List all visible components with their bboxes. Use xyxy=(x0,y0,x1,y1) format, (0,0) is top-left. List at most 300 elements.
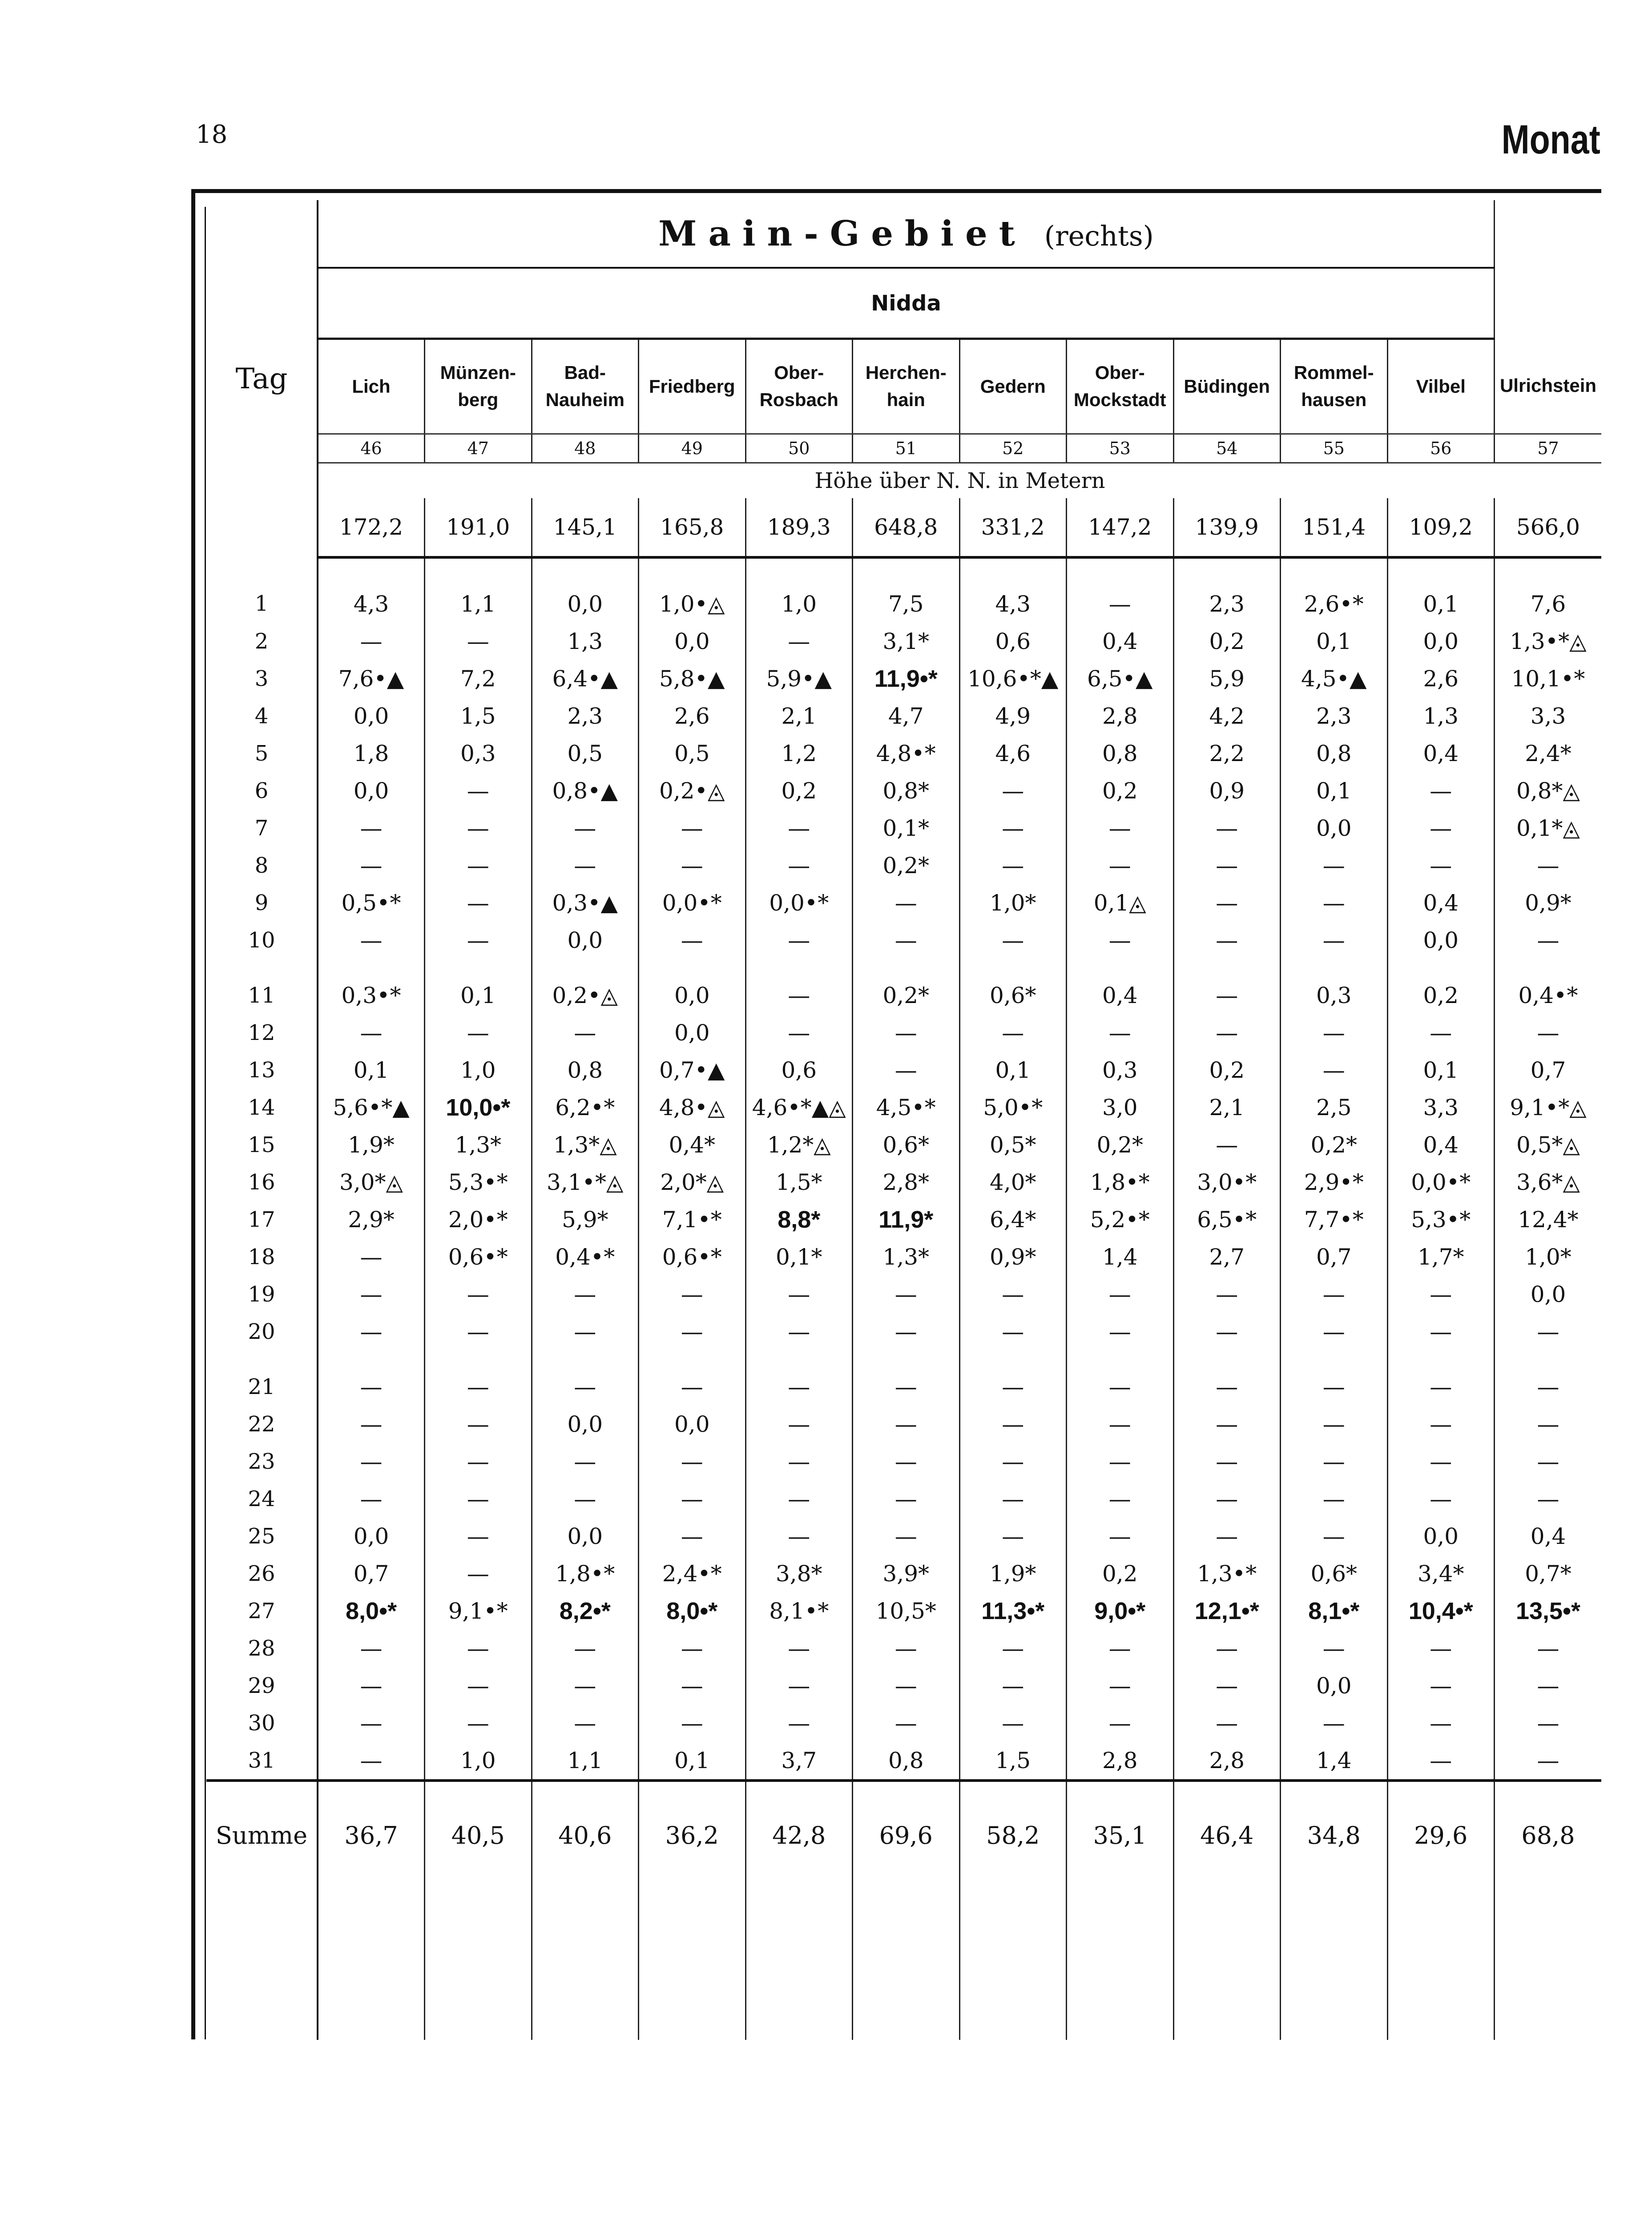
precipitation-value: 1,0 xyxy=(425,1052,532,1089)
precipitation-value: — xyxy=(532,1704,639,1742)
precipitation-value: 3,1•*◬ xyxy=(532,1164,639,1201)
precipitation-value: 0,4 xyxy=(1387,884,1495,922)
precipitation-value: 1,5 xyxy=(425,697,532,735)
tail-cell xyxy=(639,1889,746,2040)
precipitation-value: — xyxy=(1387,1313,1495,1350)
spacer-cell xyxy=(853,959,960,977)
precipitation-value: 5,9* xyxy=(532,1201,639,1238)
precipitation-value: 5,9•▲ xyxy=(745,660,853,697)
precipitation-value: 0,7 xyxy=(1495,1052,1602,1089)
precipitation-value: 0,8 xyxy=(1281,735,1388,772)
spacer-cell xyxy=(1495,1350,1602,1368)
precipitation-value: 4,6 xyxy=(959,735,1067,772)
precipitation-value: — xyxy=(639,1313,746,1350)
station-altitude: 165,8 xyxy=(639,498,746,557)
precipitation-value: — xyxy=(639,1667,746,1704)
precipitation-value: 4,3 xyxy=(959,557,1067,623)
precipitation-value: — xyxy=(360,629,383,654)
precipitation-value: — xyxy=(959,1518,1067,1555)
precipitation-value: — xyxy=(1173,1630,1281,1667)
day-number: 16 xyxy=(206,1164,318,1201)
table-row xyxy=(206,1667,1601,1704)
station-name-line1: Ulrichstein xyxy=(1499,375,1597,396)
precipitation-value: 0,1◬ xyxy=(1067,884,1174,922)
top-rule xyxy=(191,189,1601,193)
precipitation-value: — xyxy=(425,1555,532,1592)
precipitation-value: 0,5•* xyxy=(341,890,401,916)
precipitation-value: 0,5* xyxy=(959,1126,1067,1164)
precipitation-value: — xyxy=(745,977,853,1014)
day-number: 19 xyxy=(206,1276,318,1313)
precipitation-value: — xyxy=(639,1630,746,1667)
precipitation-value: 1,0•◬ xyxy=(639,557,746,623)
precipitation-value: 5,6•*▲ xyxy=(333,1095,410,1120)
precipitation-value: 0,0 xyxy=(639,623,746,660)
precipitation-value: — xyxy=(1067,1630,1174,1667)
precipitation-value: 0,0 xyxy=(532,922,639,959)
station-number: 52 xyxy=(959,434,1067,463)
precipitation-value: 0,4•* xyxy=(1495,977,1602,1014)
precipitation-value: — xyxy=(1173,884,1281,922)
precipitation-value: 3,6*◬ xyxy=(1495,1164,1602,1201)
precipitation-value: — xyxy=(959,1667,1067,1704)
precipitation-value: 1,0 xyxy=(745,557,853,623)
precipitation-value: — xyxy=(1495,1443,1602,1480)
precipitation-value: 0,6•* xyxy=(425,1238,532,1276)
precipitation-value: 2,2 xyxy=(1173,735,1281,772)
tail-cell xyxy=(1173,1889,1281,2040)
precipitation-value: 0,4 xyxy=(1387,735,1495,772)
precipitation-value: — xyxy=(1067,1406,1174,1443)
precipitation-value: — xyxy=(745,1276,853,1313)
precipitation-value: 2,3 xyxy=(1173,557,1281,623)
precipitation-value: 0,6* xyxy=(959,977,1067,1014)
precipitation-value: 2,6 xyxy=(639,697,746,735)
precipitation-value: 4,8•* xyxy=(853,735,960,772)
table-row xyxy=(206,1276,1601,1313)
precipitation-value: — xyxy=(1495,1480,1602,1518)
day-number: 23 xyxy=(206,1443,318,1480)
precipitation-value: 3,0•* xyxy=(1173,1164,1281,1201)
precipitation-value: — xyxy=(1495,1630,1602,1667)
precipitation-value: — xyxy=(853,1630,960,1667)
precipitation-value: 1,3 xyxy=(532,623,639,660)
precipitation-value: — xyxy=(360,927,383,953)
day-number: 13 xyxy=(206,1052,318,1089)
precipitation-value: 0,0 xyxy=(639,1406,746,1443)
precipitation-value: — xyxy=(1281,884,1388,922)
precipitation-value: 3,9* xyxy=(853,1555,960,1592)
precipitation-value: 0,2 xyxy=(745,772,853,810)
precipitation-value: — xyxy=(745,1443,853,1480)
precipitation-value: 0,6•* xyxy=(639,1238,746,1276)
precipitation-value: — xyxy=(959,1406,1067,1443)
precipitation-value: 0,0 xyxy=(639,1014,746,1052)
station-name xyxy=(532,339,639,434)
precipitation-value: — xyxy=(360,1020,383,1046)
precipitation-value: — xyxy=(1495,1742,1602,1781)
precipitation-table xyxy=(206,200,1601,2040)
precipitation-value: — xyxy=(745,1518,853,1555)
station-name-line2: Nauheim xyxy=(545,389,625,410)
precipitation-value: — xyxy=(853,1704,960,1742)
precipitation-value: 0,3•* xyxy=(341,983,401,1008)
precipitation-value: — xyxy=(1067,810,1174,847)
precipitation-value: — xyxy=(1281,1406,1388,1443)
precipitation-value: 0,7•▲ xyxy=(639,1052,746,1089)
precipitation-value: — xyxy=(1387,810,1495,847)
station-name-line2: hausen xyxy=(1301,389,1367,410)
precipitation-value: — xyxy=(360,1374,383,1400)
river-name: Nidda xyxy=(318,268,1495,339)
precipitation-value: 0,8 xyxy=(1067,735,1174,772)
precipitation-value: — xyxy=(745,1704,853,1742)
precipitation-value: — xyxy=(425,847,532,884)
precipitation-value: 4,5•* xyxy=(853,1089,960,1126)
station-altitude: 151,4 xyxy=(1281,498,1388,557)
precipitation-value: — xyxy=(1387,1480,1495,1518)
station-altitude: 191,0 xyxy=(425,498,532,557)
tail-cell xyxy=(206,1889,318,2040)
precipitation-value: 2,0*◬ xyxy=(639,1164,746,1201)
station-number: 49 xyxy=(639,434,746,463)
station-altitude: 139,9 xyxy=(1173,498,1281,557)
precipitation-value: — xyxy=(1173,1518,1281,1555)
station-name-line2: hain xyxy=(886,389,925,410)
station-altitude: 331,2 xyxy=(959,498,1067,557)
precipitation-value: 0,3 xyxy=(425,735,532,772)
tail-cell xyxy=(1387,1889,1495,2040)
station-altitude: 172,2 xyxy=(318,498,425,557)
precipitation-value: 0,0 xyxy=(353,703,389,729)
precipitation-value: — xyxy=(853,1406,960,1443)
table-row xyxy=(206,1555,1601,1592)
precipitation-value: 0,1 xyxy=(959,1052,1067,1089)
precipitation-value: 0,2 xyxy=(1067,1555,1174,1592)
precipitation-value: — xyxy=(1387,772,1495,810)
station-name xyxy=(1387,339,1495,434)
spacer-cell xyxy=(318,1350,425,1368)
precipitation-value: 1,5 xyxy=(959,1742,1067,1781)
station-number: 50 xyxy=(745,434,853,463)
precipitation-value: 12,4* xyxy=(1495,1201,1602,1238)
spacer-cell xyxy=(1387,1350,1495,1368)
tail-cell xyxy=(532,1889,639,2040)
precipitation-value: 1,8•* xyxy=(532,1555,639,1592)
precipitation-value: 2,8 xyxy=(1067,697,1174,735)
table-row xyxy=(206,1406,1601,1443)
precipitation-value: — xyxy=(1067,1014,1174,1052)
precipitation-value: 0,1 xyxy=(425,977,532,1014)
station-number: 54 xyxy=(1173,434,1281,463)
precipitation-value: 10,5* xyxy=(853,1592,960,1630)
precipitation-value: 1,0 xyxy=(425,1742,532,1781)
day-number: 15 xyxy=(206,1126,318,1164)
precipitation-value: — xyxy=(1387,1630,1495,1667)
tail-cell xyxy=(1495,1889,1602,2040)
precipitation-value: 0,0•* xyxy=(639,884,746,922)
precipitation-value: 8,0•* xyxy=(346,1598,397,1624)
precipitation-value: 2,3 xyxy=(1281,697,1388,735)
summary-value: 36,2 xyxy=(639,1781,746,1889)
precipitation-value: — xyxy=(425,1276,532,1313)
precipitation-value: — xyxy=(1173,1443,1281,1480)
precipitation-value: — xyxy=(1495,1406,1602,1443)
precipitation-value: — xyxy=(1281,1313,1388,1350)
station-name-line1: Büdingen xyxy=(1184,375,1270,397)
precipitation-value: 4,9 xyxy=(959,697,1067,735)
precipitation-value: 2,8 xyxy=(1173,1742,1281,1781)
precipitation-value: 10,6•*▲ xyxy=(959,660,1067,697)
day-number: 7 xyxy=(206,810,318,847)
precipitation-value: — xyxy=(1173,1667,1281,1704)
precipitation-value: 1,3•*◬ xyxy=(1495,623,1602,660)
precipitation-value: — xyxy=(959,1630,1067,1667)
station-name-line1: Ober- xyxy=(774,362,824,383)
precipitation-value: — xyxy=(532,1630,639,1667)
table-row xyxy=(206,1164,1601,1201)
precipitation-value: — xyxy=(532,1480,639,1518)
spacer-cell xyxy=(959,959,1067,977)
day-number: 11 xyxy=(206,977,318,1014)
precipitation-value: — xyxy=(1495,1368,1602,1406)
precipitation-value: 7,7•* xyxy=(1281,1201,1388,1238)
spacer-cell xyxy=(1173,959,1281,977)
precipitation-value: — xyxy=(1387,1406,1495,1443)
precipitation-value: 0,1 xyxy=(353,1057,389,1083)
precipitation-value: 4,6•*▲◬ xyxy=(745,1089,853,1126)
station-altitude: 189,3 xyxy=(745,498,853,557)
station-number: 48 xyxy=(532,434,639,463)
station-altitude: 147,2 xyxy=(1067,498,1174,557)
table-row xyxy=(206,1238,1601,1276)
precipitation-value: 0,0 xyxy=(353,1523,389,1549)
precipitation-value: — xyxy=(959,1480,1067,1518)
spacer-cell xyxy=(318,959,425,977)
station-altitude: 109,2 xyxy=(1387,498,1495,557)
precipitation-value: — xyxy=(1495,847,1602,884)
station-name xyxy=(639,339,746,434)
precipitation-value: 3,3 xyxy=(1495,697,1602,735)
precipitation-value: 4,8•◬ xyxy=(639,1089,746,1126)
spacer-cell xyxy=(1281,1350,1388,1368)
summary-value: 34,8 xyxy=(1281,1781,1388,1889)
precipitation-value: — xyxy=(1495,1667,1602,1704)
precipitation-value: — xyxy=(639,922,746,959)
precipitation-value: — xyxy=(360,1673,383,1699)
station-name-line2: berg xyxy=(458,389,499,410)
precipitation-value: 2,8 xyxy=(1067,1742,1174,1781)
summary-label: Summe xyxy=(206,1781,318,1889)
precipitation-value: — xyxy=(853,1667,960,1704)
day-number: 18 xyxy=(206,1238,318,1276)
table-row xyxy=(206,1052,1601,1089)
precipitation-value: 0,6 xyxy=(959,623,1067,660)
table-row xyxy=(206,1742,1601,1781)
table-row xyxy=(206,1630,1601,1667)
precipitation-value: — xyxy=(1067,1368,1174,1406)
precipitation-value: — xyxy=(1387,847,1495,884)
precipitation-value: 1,0* xyxy=(1495,1238,1602,1276)
station-name-line1: Lich xyxy=(352,375,391,397)
precipitation-value: — xyxy=(360,1281,383,1307)
spacer-cell xyxy=(639,959,746,977)
precipitation-value: — xyxy=(959,810,1067,847)
left-inner-rule xyxy=(205,207,206,2039)
precipitation-value: — xyxy=(853,1518,960,1555)
precipitation-value: 0,1* xyxy=(853,810,960,847)
day-number: 4 xyxy=(206,697,318,735)
precipitation-value: — xyxy=(745,810,853,847)
precipitation-value: 0,2•◬ xyxy=(532,977,639,1014)
precipitation-value: 2,5 xyxy=(1281,1089,1388,1126)
day-number: 10 xyxy=(206,922,318,959)
precipitation-value: 0,0•* xyxy=(745,884,853,922)
station-number: 55 xyxy=(1281,434,1388,463)
day-number: 6 xyxy=(206,772,318,810)
precipitation-value: 0,7 xyxy=(353,1561,389,1587)
table-row xyxy=(206,884,1601,922)
precipitation-value: 0,4 xyxy=(1067,623,1174,660)
precipitation-value: — xyxy=(745,847,853,884)
day-number: 29 xyxy=(206,1667,318,1704)
precipitation-value: 4,2 xyxy=(1173,697,1281,735)
precipitation-value: — xyxy=(1281,1052,1388,1089)
precipitation-table-frame xyxy=(191,189,1601,2039)
precipitation-value: — xyxy=(639,810,746,847)
day-number: 28 xyxy=(206,1630,318,1667)
table-row xyxy=(206,1368,1601,1406)
spacer-cell xyxy=(745,959,853,977)
precipitation-value: 2,3 xyxy=(532,697,639,735)
precipitation-value: — xyxy=(639,847,746,884)
precipitation-value: 10,0•* xyxy=(425,1089,532,1126)
spacer-cell xyxy=(1387,959,1495,977)
precipitation-value: 1,1 xyxy=(425,557,532,623)
precipitation-value: — xyxy=(1495,1313,1602,1350)
precipitation-value: — xyxy=(959,1443,1067,1480)
day-number: 1 xyxy=(206,557,318,623)
precipitation-value: 4,0* xyxy=(959,1164,1067,1201)
precipitation-value: 3,3 xyxy=(1387,1089,1495,1126)
station-name xyxy=(853,339,960,434)
day-number: 25 xyxy=(206,1518,318,1555)
precipitation-value: 0,4 xyxy=(1495,1518,1602,1555)
precipitation-value: — xyxy=(745,623,853,660)
precipitation-value: — xyxy=(1281,1368,1388,1406)
precipitation-value: — xyxy=(532,1014,639,1052)
precipitation-value: 6,2•* xyxy=(532,1089,639,1126)
precipitation-value: — xyxy=(959,1276,1067,1313)
station-altitude: 145,1 xyxy=(532,498,639,557)
precipitation-value: 0,0 xyxy=(532,1406,639,1443)
precipitation-value: — xyxy=(1173,1313,1281,1350)
station-name-line1: Gedern xyxy=(980,375,1046,397)
table-row xyxy=(206,557,1601,623)
day-number: 3 xyxy=(206,660,318,697)
precipitation-value: 8,1•* xyxy=(1281,1592,1388,1630)
precipitation-value: 9,0•* xyxy=(1067,1592,1174,1630)
summary-value: 42,8 xyxy=(745,1781,853,1889)
precipitation-value: 0,0•* xyxy=(1387,1164,1495,1201)
tail-cell xyxy=(853,1889,960,2040)
precipitation-value: 10,1•* xyxy=(1495,660,1602,697)
precipitation-value: — xyxy=(425,1313,532,1350)
precipitation-value: — xyxy=(959,772,1067,810)
precipitation-value: — xyxy=(1173,847,1281,884)
precipitation-value: 1,5* xyxy=(745,1164,853,1201)
precipitation-value: — xyxy=(360,1319,383,1345)
precipitation-value: 0,2 xyxy=(1173,1052,1281,1089)
precipitation-value: — xyxy=(959,1368,1067,1406)
precipitation-value: 0,0 xyxy=(532,557,639,623)
precipitation-value: 0,5*◬ xyxy=(1495,1126,1602,1164)
precipitation-value: 0,1 xyxy=(1281,772,1388,810)
day-number: 20 xyxy=(206,1313,318,1350)
precipitation-value: 3,7 xyxy=(745,1742,853,1781)
month-label: Monat xyxy=(1501,117,1600,162)
precipitation-value: — xyxy=(1067,1276,1174,1313)
precipitation-value: 0,3•▲ xyxy=(532,884,639,922)
table-row xyxy=(206,1592,1601,1630)
precipitation-value: 1,9* xyxy=(959,1555,1067,1592)
precipitation-value: 6,4* xyxy=(959,1201,1067,1238)
day-number: 12 xyxy=(206,1014,318,1052)
precipitation-value: 2,0•* xyxy=(425,1201,532,1238)
precipitation-value: 4,3 xyxy=(353,591,389,617)
precipitation-value: — xyxy=(853,922,960,959)
precipitation-value: — xyxy=(1387,1368,1495,1406)
spacer-cell xyxy=(853,1350,960,1368)
region-blank-cell xyxy=(1495,200,1602,339)
precipitation-value: 0,0 xyxy=(1387,922,1495,959)
precipitation-value: 7,5 xyxy=(853,557,960,623)
precipitation-value: — xyxy=(853,1052,960,1089)
precipitation-value: 0,8*◬ xyxy=(1495,772,1602,810)
precipitation-value: 0,0 xyxy=(1387,1518,1495,1555)
precipitation-value: 5,8•▲ xyxy=(639,660,746,697)
precipitation-value: 11,9* xyxy=(853,1201,960,1238)
day-number: 26 xyxy=(206,1555,318,1592)
precipitation-value: 6,5•▲ xyxy=(1067,660,1174,697)
precipitation-value: — xyxy=(360,1486,383,1512)
precipitation-value: — xyxy=(1281,1443,1388,1480)
precipitation-value: 0,5 xyxy=(639,735,746,772)
precipitation-value: 0,1 xyxy=(1281,623,1388,660)
station-name-line2: Rosbach xyxy=(759,389,838,410)
precipitation-value: 0,6 xyxy=(745,1052,853,1089)
precipitation-value: 5,9 xyxy=(1173,660,1281,697)
day-number: 31 xyxy=(206,1742,318,1781)
precipitation-value: — xyxy=(853,1480,960,1518)
precipitation-value: 4,5•▲ xyxy=(1281,660,1388,697)
precipitation-value: 1,9* xyxy=(348,1132,395,1158)
precipitation-value: — xyxy=(1387,1667,1495,1704)
summary-value: 68,8 xyxy=(1495,1781,1602,1889)
precipitation-value: — xyxy=(745,1480,853,1518)
region-name: Main-Gebiet xyxy=(658,213,1027,254)
precipitation-value: 0,0 xyxy=(1495,1276,1602,1313)
precipitation-value: — xyxy=(1067,1518,1174,1555)
table-row xyxy=(206,1014,1601,1052)
table-row xyxy=(206,1313,1601,1350)
precipitation-value: 9,1•*◬ xyxy=(1495,1089,1602,1126)
precipitation-value: 1,3 xyxy=(1387,697,1495,735)
precipitation-value: — xyxy=(1067,1313,1174,1350)
precipitation-value: 5,2•* xyxy=(1067,1201,1174,1238)
precipitation-value: — xyxy=(1387,1704,1495,1742)
station-name xyxy=(1281,339,1388,434)
